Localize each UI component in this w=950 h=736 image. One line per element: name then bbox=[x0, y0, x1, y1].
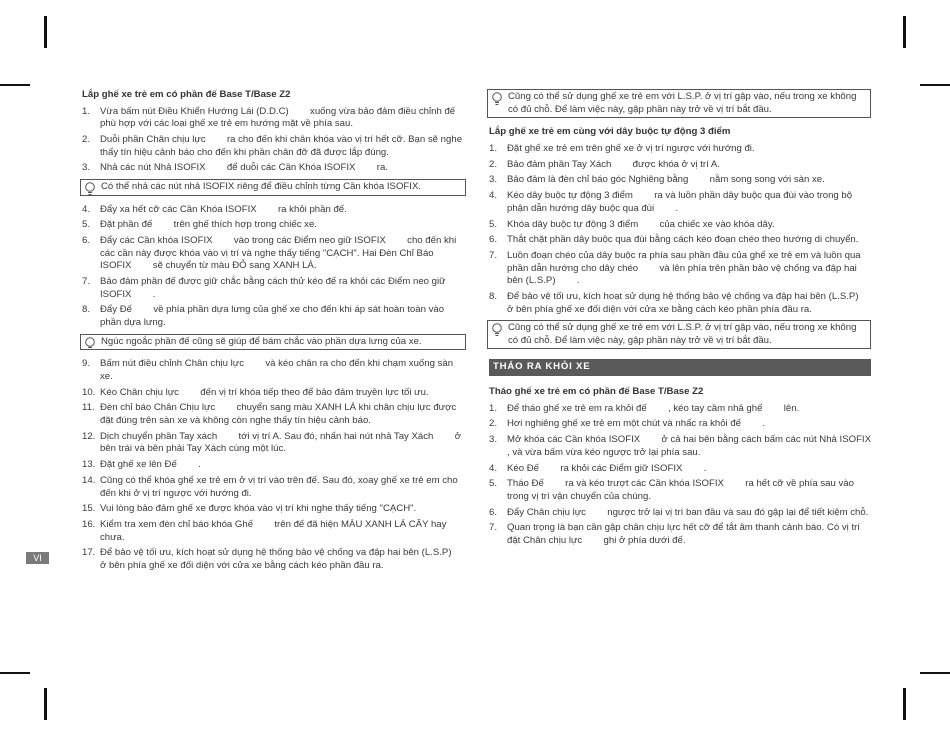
step-text: Kéo Chân chịu lực đến vị trí khóa tiếp theo để bảo đảm truyền lực tối ưu. bbox=[100, 386, 429, 398]
note-box bbox=[487, 320, 871, 349]
section-heading: Lắp ghế xe trẻ em có phần đế Base T/Base Z2 bbox=[82, 89, 291, 100]
list-item bbox=[82, 387, 466, 400]
step-number: 5. bbox=[82, 219, 91, 231]
step-text: Nhả các nút Nhả ISOFIX để duỗi các Cần Khóa ISOFIX ra. bbox=[100, 162, 388, 174]
list-item bbox=[489, 418, 871, 431]
list-item bbox=[489, 250, 871, 288]
list-item bbox=[82, 304, 466, 329]
step-number: 16. bbox=[82, 519, 96, 531]
list-item bbox=[82, 276, 466, 301]
lightbulb-icon bbox=[84, 337, 96, 351]
step-text: Để bảo vệ tối ưu, kích hoạt sử dụng hệ thống bảo vệ chống va đập hai bên (L.S.P) ở bên phía ghế xe đối diện với cửa xe bằng cách kéo phần phía đầu ra. bbox=[507, 291, 880, 315]
note-text: Cũng có thể sử dụng ghế xe trẻ em với L.S.P. ở vị trí gập vào, nếu trong xe không có đủ chỗ. Để làm việc này, gập phần này trở về vị trí bắt đầu. bbox=[508, 91, 857, 115]
step-text: Hơi nghiêng ghế xe trẻ em một chút và nhấc ra khỏi đế . bbox=[507, 418, 765, 430]
step-number: 3. bbox=[82, 162, 91, 174]
step-text: Đặt ghế xe lên Đế . bbox=[100, 459, 201, 471]
step-text: Đẩy xa hết cỡ các Cần Khóa ISOFIX ra khỏi phần đế. bbox=[100, 203, 347, 215]
step-text: Luồn đoạn chéo của dây buộc ra phía sau phần đầu của ghế xe trẻ em và luồn qua phần dẫn hướng cho dây chéo và lên phía trên phần bảo vệ chống va đập hai bên (L.S.P) . bbox=[507, 250, 864, 287]
list-item bbox=[82, 219, 466, 232]
step-number: 8. bbox=[82, 304, 91, 316]
crop-mark bbox=[44, 16, 47, 48]
note-box bbox=[487, 89, 871, 118]
step-number: 8. bbox=[489, 291, 498, 303]
step-text: Đặt ghế xe trẻ em trên ghế xe ở vị trí ngược với hướng đi. bbox=[507, 142, 755, 154]
crop-mark bbox=[903, 688, 906, 720]
crop-mark bbox=[903, 16, 906, 48]
list-item bbox=[489, 190, 871, 215]
right-column bbox=[489, 89, 893, 551]
step-number: 13. bbox=[82, 459, 96, 471]
crop-mark bbox=[920, 672, 950, 674]
crop-mark bbox=[0, 84, 30, 86]
instruction-list bbox=[489, 142, 880, 316]
list-item bbox=[82, 519, 466, 544]
list-item bbox=[489, 234, 871, 247]
step-number: 3. bbox=[489, 434, 498, 446]
crop-mark bbox=[920, 84, 950, 86]
step-number: 2. bbox=[489, 418, 498, 430]
page-number: VI bbox=[26, 552, 49, 564]
list-item bbox=[489, 463, 871, 476]
list-item bbox=[82, 358, 466, 383]
step-number: 14. bbox=[82, 474, 96, 486]
list-item bbox=[82, 235, 466, 273]
step-number: 6. bbox=[489, 234, 498, 246]
list-item bbox=[489, 143, 871, 156]
step-text: Để tháo ghế xe trẻ em ra khỏi đế , kéo tay cầm nhả ghế lên. bbox=[507, 402, 800, 414]
instruction-list bbox=[82, 358, 473, 572]
step-text: Kéo Đế ra khỏi các Điểm giữ ISOFIX . bbox=[507, 462, 707, 474]
list-item bbox=[489, 434, 893, 459]
step-number: 6. bbox=[489, 506, 498, 518]
list-item bbox=[82, 431, 466, 456]
list-item bbox=[82, 204, 466, 217]
step-text: Dịch chuyển phần Tay xách tới vị trí A. Sau đó, nhấn hai nút nhả Tay Xách ở bên trái và bên phải Tay Xách cùng một lúc. bbox=[100, 430, 464, 455]
list-item bbox=[82, 162, 466, 175]
step-number: 17. bbox=[82, 547, 96, 559]
list-item bbox=[82, 106, 466, 131]
step-text: Đặt phần đế trên ghế thích hợp trong chiếc xe. bbox=[100, 219, 317, 231]
lightbulb-icon bbox=[491, 92, 503, 106]
list-item bbox=[82, 134, 466, 159]
list-item bbox=[82, 503, 466, 516]
list-item bbox=[82, 547, 473, 572]
step-text: Để bảo vệ tối ưu, kích hoạt sử dụng hệ thống bảo vệ chống va đập hai bên (L.S.P) ở bên phía ghế xe đối diện với cửa xe bằng cách kéo phần đầu ra. bbox=[100, 547, 473, 572]
step-number: 12. bbox=[82, 430, 96, 442]
step-text: Vui lòng bảo đảm ghế xe được khóa vào vị trí khi nghe thấy tiếng "CẠCH". bbox=[100, 503, 417, 515]
step-number: 7. bbox=[489, 522, 498, 534]
step-text: Khóa dây buộc tự động 3 điểm của chiếc xe vào khóa dây. bbox=[507, 218, 775, 230]
list-item bbox=[489, 291, 880, 316]
step-text: Đẩy Chân chịu lực ngược trở lại vị trí ban đầu và sau đó gập lại để tiết kiệm chỗ. bbox=[507, 506, 869, 518]
list-item bbox=[489, 507, 871, 520]
instruction-list bbox=[82, 204, 466, 330]
step-number: 1. bbox=[489, 402, 498, 414]
step-text: Duỗi phần Chân chịu lực ra cho đến khi chân khóa vào vị trí hết cỡ. Bạn sẽ nghe thấy tín hiệu cảnh báo cho đến khi phần chân đỡ đã được lắp đúng. bbox=[100, 133, 465, 158]
instruction-list bbox=[489, 402, 893, 548]
note-text: Cũng có thể sử dụng ghế xe trẻ em với L.S.P. ở vị trí gập vào, nếu trong xe không có đủ chỗ. Để làm việc này, gập phần này trở về vị trí bắt đầu. bbox=[508, 322, 857, 346]
step-text: Bảo đảm phần Tay Xách được khóa ở vị trí A. bbox=[507, 158, 720, 170]
step-number: 1. bbox=[82, 105, 91, 117]
lightbulb-icon bbox=[84, 182, 96, 196]
step-text: Bảo đảm là đèn chỉ báo góc Nghiêng bằng nằm song song với sàn xe. bbox=[507, 174, 825, 186]
step-text: Đẩy các Cần khóa ISOFIX vào trong các Điểm neo giữ ISOFIX cho đến khi các cần này được khóa vào vị trí và nghe thấy tiếng "CẠCH". Hai Đèn Chỉ Báo ISOFIX sẽ chuyển từ màu ĐỎ sang XANH LÁ. bbox=[100, 235, 459, 272]
step-text: Thắt chặt phần dây buộc qua đùi bằng cách kéo đoạn chéo theo hướng di chuyển. bbox=[507, 234, 859, 246]
list-item bbox=[489, 403, 871, 416]
note-text: Ngúc ngoắc phần đế cũng sẽ giúp để bám chắc vào phần dựa lưng của xe. bbox=[101, 335, 422, 347]
list-item bbox=[489, 174, 871, 187]
step-number: 2. bbox=[82, 133, 91, 145]
step-number: 1. bbox=[489, 142, 498, 154]
list-item bbox=[489, 159, 871, 172]
step-text: Kiểm tra xem đèn chỉ báo khóa Ghế trên đế đã hiện MÀU XANH LÁ CÂY hay chưa. bbox=[100, 519, 450, 543]
step-number: 10. bbox=[82, 386, 96, 398]
step-text: Quan trọng là bạn cần gập chân chịu lực hết cỡ để tắt âm thanh cảnh báo. Có vị trí đặt Chân chịu lực ghi ở phía dưới đế. bbox=[507, 522, 863, 547]
crop-mark bbox=[44, 688, 47, 720]
step-text: Tháo Đế ra và kéo trượt các Cần khóa ISOFIX ra hết cỡ về phía sau vào trong vị trí vận chuyển của chúng. bbox=[507, 478, 857, 502]
lightbulb-icon bbox=[491, 323, 503, 337]
step-number: 5. bbox=[489, 478, 498, 490]
step-number: 4. bbox=[489, 462, 498, 474]
list-item bbox=[489, 522, 871, 547]
left-column bbox=[82, 89, 473, 576]
step-number: 11. bbox=[82, 402, 95, 414]
crop-mark bbox=[0, 672, 30, 674]
step-number: 7. bbox=[489, 250, 498, 262]
step-text: Bấm nút điều chỉnh Chân chịu lực và kéo chân ra cho đến khi chạm xuống sàn xe. bbox=[100, 358, 456, 382]
note-box bbox=[80, 334, 466, 351]
step-text: Vừa bấm nút Điều Khiển Hướng Lái (D.D.C) xuống vừa bảo đảm điều chỉnh đế phù hợp với các loại ghế xe trẻ em hướng mặt về phía sau. bbox=[100, 105, 458, 130]
step-text: Đèn chỉ báo Chân Chịu lực chuyển sang màu XANH LÁ khi chân chịu lực được đặt đúng trên sàn xe và không còn nghe thấy tín hiệu cảnh báo. bbox=[100, 402, 459, 426]
list-item bbox=[489, 478, 871, 503]
step-text: Đẩy Đế về phía phần dựa lưng của ghế xe cho đến khi áp sát hoàn toàn vào phần dựa lưng. bbox=[100, 304, 447, 329]
section-heading: Tháo ghế xe trẻ em có phần đế Base T/Base Z2 bbox=[489, 386, 704, 397]
step-number: 15. bbox=[82, 503, 96, 515]
step-number: 9. bbox=[82, 358, 91, 370]
step-text: Bảo đảm phần đế được giữ chắc bằng cách thử kéo đế ra khỏi các Điểm neo giữ ISOFIX . bbox=[100, 276, 449, 300]
list-item bbox=[489, 219, 871, 232]
instruction-list bbox=[82, 106, 466, 175]
list-item bbox=[82, 475, 466, 500]
note-text: Có thể nhả các nút nhả ISOFIX riêng để điều chỉnh từng Cần khóa ISOFIX. bbox=[101, 180, 422, 192]
step-text: Kéo dây buộc tự động 3 điểm ra và luồn phần dây buộc qua đùi vào trong bộ phận dẫn hướng dây buộc qua đùi . bbox=[507, 190, 855, 214]
step-text: Cũng có thể khóa ghế xe trẻ em ở vị trí vào trên đế. Sau đó, xoay ghế xe trẻ em cho đến khi ở vị trí ngược với hướng đi. bbox=[100, 474, 461, 499]
step-number: 4. bbox=[489, 190, 498, 202]
step-number: 2. bbox=[489, 158, 498, 170]
section-title-bar: THÁO RA KHỎI XE bbox=[489, 359, 871, 376]
list-item bbox=[82, 459, 466, 472]
step-number: 4. bbox=[82, 203, 91, 215]
step-number: 6. bbox=[82, 235, 91, 247]
step-number: 3. bbox=[489, 174, 498, 186]
section-heading: Lắp ghế xe trẻ em cùng với dây buộc tự động 3 điểm bbox=[489, 126, 731, 138]
step-number: 5. bbox=[489, 218, 498, 230]
list-item bbox=[82, 402, 466, 427]
step-text: Mở khóa các Cần khóa ISOFIX ở cả hai bên bằng cách bấm các nút Nhả ISOFIX , và vừa bấm vừa kéo ngược trở lại phía sau. bbox=[507, 434, 893, 458]
note-box bbox=[80, 179, 466, 196]
step-number: 7. bbox=[82, 276, 91, 288]
